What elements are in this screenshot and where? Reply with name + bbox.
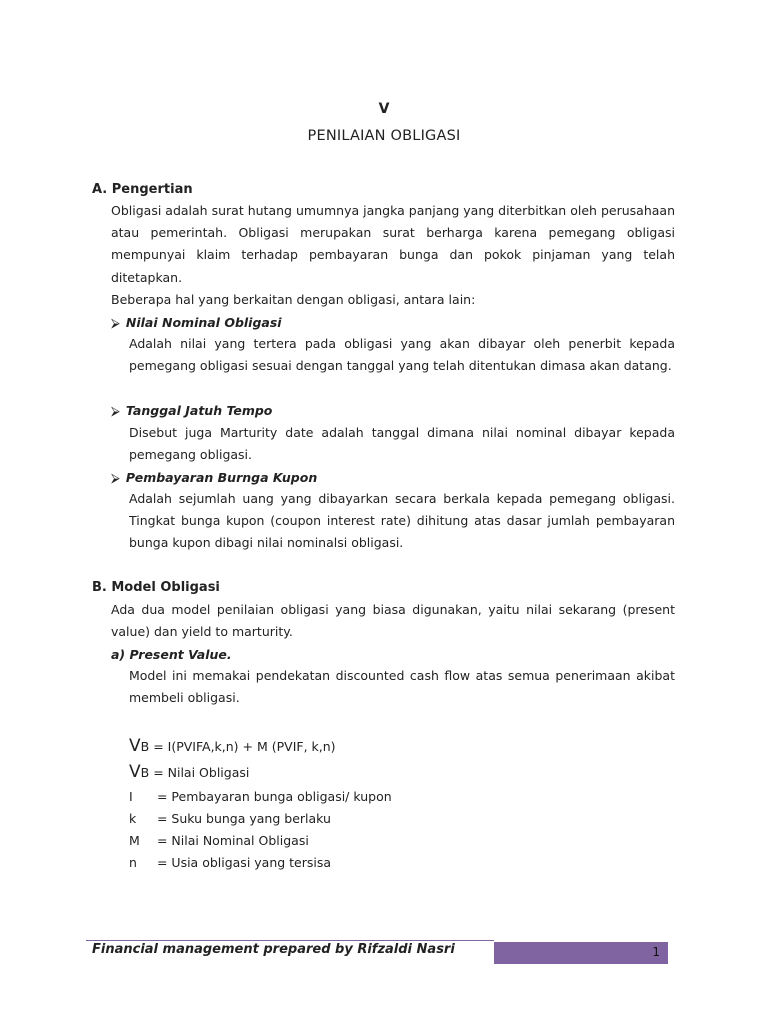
bullet-item-title: ⮚ Nilai Nominal Obligasi — [111, 315, 282, 330]
footer-text: Financial management prepared by Rifzaldi Nasri — [92, 942, 455, 957]
bullet-item-title: ⮚ Pembayaran Burnga Kupon — [111, 470, 318, 485]
formula-definition: M = Nilai Nominal Obligasi — [129, 833, 309, 848]
bullet-item-body: Disebut juga Marturity date adalah tanggal dimana nilai nominal dibayar kepada pemegang obligasi. — [129, 425, 675, 463]
section-b-heading: B. Model Obligasi — [92, 580, 220, 595]
section-a-paragraph — [111, 200, 675, 289]
arrow-bullet-icon: ⮚ — [111, 470, 120, 485]
chapter-title: PENILAIAN OBLIGASI — [307, 128, 461, 144]
formula-definition: I = Pembayaran bunga obligasi/ kupon — [129, 789, 392, 804]
formula-main: VB = I(PVIFA,k,n) + M (PVIF, k,n) — [129, 736, 336, 756]
bullet-item-title: ⮚ Tanggal Jatuh Tempo — [111, 403, 273, 418]
formula-definition: n = Usia obligasi yang tersisa — [129, 855, 332, 870]
page-number-box — [494, 942, 668, 964]
sub-heading-present-value: a) Present Value. — [111, 647, 232, 662]
section-a-heading: A. Pengertian — [92, 182, 193, 197]
paragraph-line: perusahaan atau pemerintah. Obligasi merupakan surat berharga karena pemegang — [111, 203, 675, 241]
bullet-item-body: Adalah nilai yang tertera pada obligasi yang akan dibayar oleh penerbit kepada pemegang obligasi sesuai dengan tanggal yang telah ditentukan dimasa akan datang. — [129, 336, 675, 374]
section-a-intro: Beberapa hal yang berkaitan dengan obligasi, antara lain: — [111, 292, 476, 307]
bullet-item-body: Adalah sejumlah uang yang dibayarkan secara berkala kepada pemegang obligasi. Tingkat bunga kupon (coupon interest rate) dihitung atas dasar jumlah pembayaran bunga kupon dibagi nilai nominalsi obligasi. — [129, 491, 675, 551]
chapter-number: V — [378, 101, 390, 117]
paragraph-line: Obligasi adalah surat hutang umumnya jangka panjang yang diterbitkan oleh — [111, 203, 597, 218]
formula-definition: k = Suku bunga yang berlaku — [129, 811, 331, 826]
page-number: 1 — [652, 945, 660, 959]
footer-divider — [86, 940, 494, 941]
section-b-paragraph: Ada dua model penilaian obligasi yang biasa digunakan, yaitu nilai sekarang (present value) dan yield to marturity. — [111, 602, 675, 640]
paragraph-line: obligasi mempunyai klaim terhadap pembayaran bunga dan pokok pinjaman yang — [111, 225, 675, 263]
paragraph-line: telah ditetapkan. — [111, 247, 675, 285]
arrow-bullet-icon: ⮚ — [111, 315, 120, 330]
formula-vb-definition: VB = Nilai Obligasi — [129, 762, 250, 782]
arrow-bullet-icon: ⮚ — [111, 403, 120, 418]
present-value-paragraph: Model ini memakai pendekatan discounted cash flow atas semua penerimaan akibat membeli obligasi. — [129, 668, 675, 706]
